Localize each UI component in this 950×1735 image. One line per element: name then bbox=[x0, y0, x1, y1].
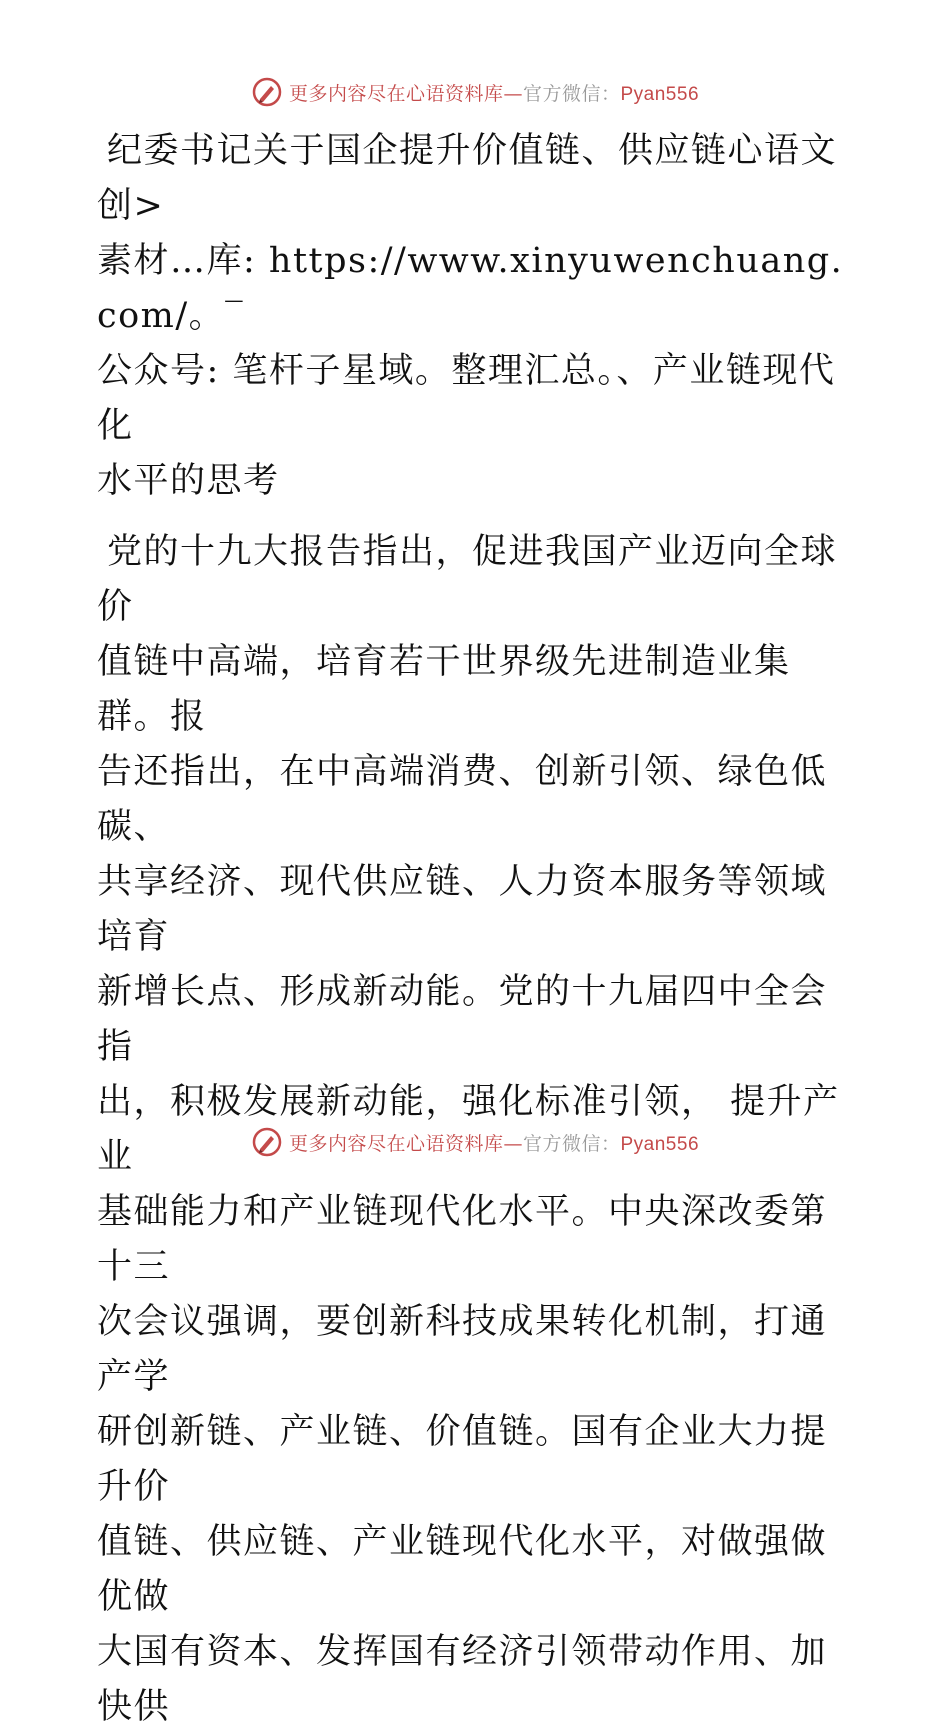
title-paragraph bbox=[97, 124, 852, 509]
watermark-id: Pyan556 bbox=[620, 1133, 700, 1155]
pen-logo-icon bbox=[251, 76, 283, 108]
body-line: 大国有资本、发挥国有经济引领带动作用、加快供 bbox=[97, 1632, 828, 1727]
body-line: 共享经济、现代供应链、人力资本服务等领域培育 bbox=[97, 862, 828, 957]
footer-watermark bbox=[0, 1122, 950, 1162]
body-line: 党的十九大报告指出，促进我国产业迈向全球价 bbox=[97, 532, 838, 627]
watermark-dash: — bbox=[503, 1132, 523, 1155]
body-line: 出，积极发展新动能，强化标准引领， 提升产业 bbox=[97, 1082, 840, 1177]
watermark-official: 官方微信： bbox=[522, 82, 621, 105]
watermark-id: Pyan556 bbox=[620, 83, 700, 105]
title-line: 纪委书记关于国企提升价值链、供应链心语文创> bbox=[97, 131, 838, 226]
body-line: 值链、供应链、产业链现代化水平，对做强做优做 bbox=[97, 1522, 828, 1617]
watermark-text bbox=[289, 1129, 699, 1156]
body-line: 研创新链、产业链、价值链。国有企业大力提升价 bbox=[97, 1412, 828, 1507]
watermark-brand: 更多内容尽在心语资料库 bbox=[288, 1132, 504, 1155]
watermark-dash: — bbox=[503, 82, 523, 105]
pen-logo-icon bbox=[251, 1126, 283, 1158]
title-line: 水平的思考 bbox=[97, 461, 280, 501]
header-watermark bbox=[0, 72, 950, 112]
title-line: 素材…库: https://www.xinyuwenchuang.com/。‾ bbox=[97, 241, 844, 336]
body-line: 次会议强调，要创新科技成果转化机制，打通产学 bbox=[97, 1302, 828, 1397]
body-line: 值链中高端，培育若干世界级先进制造业集群。报 bbox=[97, 642, 791, 737]
body-line: 基础能力和产业链现代化水平。中央深改委第十三 bbox=[97, 1192, 828, 1287]
watermark-official: 官方微信： bbox=[522, 1132, 621, 1155]
document-body bbox=[97, 124, 852, 1735]
title-line: 公众号: 笔杆子星域。整理汇总。、产业链现代化 bbox=[97, 351, 836, 446]
watermark-brand: 更多内容尽在心语资料库 bbox=[288, 82, 504, 105]
watermark-text bbox=[289, 79, 699, 106]
body-line: 告还指出，在中高端消费、创新引领、绿色低碳、 bbox=[97, 752, 828, 847]
body-line: 新增长点、形成新动能。党的十九届四中全会指 bbox=[97, 972, 828, 1067]
